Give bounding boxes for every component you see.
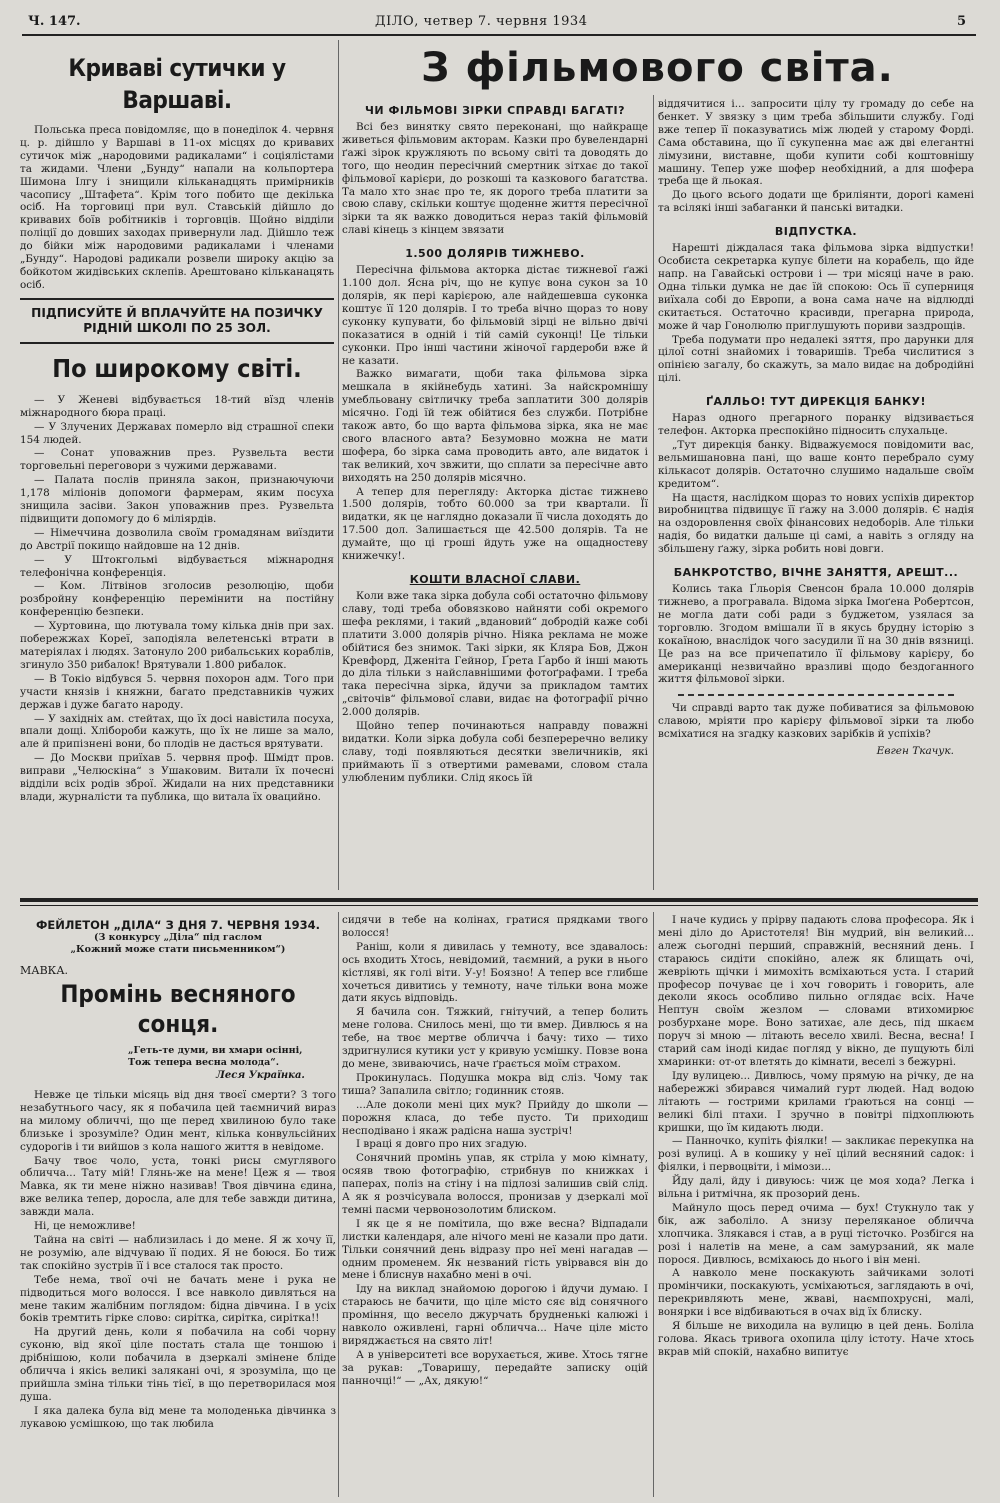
feuilleton-paragraph: На другий день, коли я побачила на собі чорну суконю, від якої ціле постать стала ще тоншою і дрібнішою, коли побачила в дзеркалі змінене бліде обличча і якісь великі залякані очі, я зрозуміла, що це прийшла зміна тільки тінь тієї, в що перетворилася моя душа. <box>20 1326 336 1403</box>
epigraph-line1: „Геть-те думи, ви хмари осінні, <box>128 1045 303 1056</box>
section-rule-thick <box>20 898 978 902</box>
film-jewels: До цього всього додати ще бриліянти, дорогі камені та всілякі інші забаганки й панські витадки. <box>658 189 974 215</box>
feuilleton-paragraph: Ні, це неможливе! <box>34 1220 136 1233</box>
film-salary-p3: А тепер для перегляду: Акторка дістає тижнево 1.500 долярів, тобто 60.000 за три квартали. Її видатки, як це наглядно доказали її числа доходять до 17.500 дол. Залишається ще 42.500 долярів. Та не думайте, що ці гроші йдуть уже на ощадностеву книжечку!. <box>342 485 648 563</box>
feuilleton-paragraph: Бачу твоє чоло, уста, тонкі рисы смуглявого обличча... Тату мій! Глянь-же на мене! Цеж я — твоя Мавка, як ти мене ніжно називав! Твоя дівчина єдина, вже велика тепер, доросла, але для тебе завжди дитина, завжди мала. <box>20 1154 336 1219</box>
film-column-1 <box>342 98 648 893</box>
film-salary-p2: Важко вимагати, щоби така фільмова зірка мешкала в якійнебудь хатині. За найскромнішу умебльовану світличку треба заплатити 300 долярів місячно. Годі їй теж обійтися без служби. Потрібне також авто, бо що варта фільмова зірка, яка не має свого власного авта? Безумовно можна не мати шофера, бо зірка сама проводить авто, але видаток і так великий, хоч звжити, що сплати за пересічне авто виходять на 250 долярів місячно. <box>342 368 648 484</box>
film-fame-p2: Щойно тепер починаються направду поважні видатки. Коли зірка добула собі безпереречно велику славу, тоді появляються десятки звеличників, які приймають її з отвертими рамевами, словом стала улюбленим публики. Слід якось їй <box>342 720 648 784</box>
film-bank-p1: Нараз одного прегарного поранку відзивається телефон. Акторка преспокійно підносить слухальце. <box>658 412 974 438</box>
feuilleton-paragraph: Тайна на світі — наблизилась і до мене. Я ж хочу її, не розумію, але відчуваю її подих. Я не боюся. Бо тиж так спокійно зустрів її і все сталося так просто. <box>20 1233 336 1272</box>
world-news-list <box>20 394 334 804</box>
world-news-item: — У західніх ам. стейтах, що їх досі навістила посуха, впали дощі. Хлібороби кажуть, що їх не лише за мало, але й припізнені вони, бо плодів не дасться врятувати. <box>20 712 334 751</box>
feuilleton-paragraph: Іду на виклад знайомою дорогою і йдучи думаю. І стараюсь не бачити, що ціле місто сяє від сонячного проміння, що весело джурчать брудненькі калюжі і навколо оживлені, гарні обличча... Наче ціле місто виряджається на свято літ! <box>342 1283 648 1347</box>
feuilleton-paragraph: Раніш, коли я дивилась у темноту, все здавалось: ось входить Хтось, невідомий, таємний, а руки в нього кістляві, як голі віти. У-у! Боязно! А тепер все глибше хочеться дивитись у темноту, наче тільки вона може дати якусь відповідь. <box>342 940 648 1005</box>
film-salary-p1: Пересічна фільмова акторка дістає тижневої ґажі 1.100 дол. Ясна річ, що не купує вона сукон за 10 долярів, як пері карієрою, але найдешевша суконка коштує її 120 долярів. І то треба вічно щораз то нову суконку купувати, бо фільмовій зірці не вільно двічі показатися в одній і тій самій суконці! Це тільки суконки. Про інші частини жіночої гардероби вже й не казати. <box>342 264 648 367</box>
appeal-rule-bottom <box>20 342 334 344</box>
epigraph-author: Леся Українка. <box>216 1070 305 1081</box>
film-continuation: віддячитися і... запросити цілу ту громаду до себе на бенкет. У звязку з цим треба збільшити службу. Годі вже тепер її показуватись між людей у старому Форді. Сама обставина, що її сукупенна має аж дві елегантні лімузини, виставне, щоби купити собі коштовнішу машину. Тепер уже шофер необхідний, а для шофера треба ще й льокая. <box>658 98 974 188</box>
masthead: ДІЛО, четвер 7. червня 1934 <box>375 14 588 29</box>
film-column-2 <box>658 98 974 893</box>
film-dash-rule <box>678 694 954 696</box>
feuilleton-paragraph: Прокинулась. Подушка мокра від сліз. Чому так тиша? Запалила світло; годинник стояв. <box>342 1071 648 1097</box>
world-news-item: — У Женеві відбувається 18-тий вїзд членів міжнародного бюра праці. <box>20 393 334 419</box>
feuilleton-paragraph: І наче кудись у прірву падають слова професора. Як і мені діло до Аристотеля! Він мудрий, він великий... алеж сьогодні перший, справжній, весняний день. І стараюсь сидіти спокійно, алеж як блищать очі, жевріють щічки і мимохіть всміхаються уста. І старий професор почуває це і хоч говорить і говорить, але деколи якось особливо пильно оглядає всіх. Наче Нептун своїм жезлом — словами втихомирює розбурхане море. Воно затихає, але десь, під шкаєм поруч зі мною — літають весело хвилі. Весна, весна! І старий сам іноді кидає погляд у вікно, де пущують білі хмаринки: от-от влетять до кімнати, веселі з бежурні. <box>658 914 974 1068</box>
world-news-item: — Німеччина дозволила своїм громадянам виїздити до Австрії покищо найдовше на 12 днів. <box>20 526 334 552</box>
world-news-item: — Сонат уповажнив през. Рузвельта вести торговельні переговори з чужими державами. <box>20 447 334 473</box>
film-author: Евген Ткачук. <box>876 745 954 758</box>
feuilleton-paragraph: І яка далека була від мене та молоденька дівчинка з лукавою усмішкою, що так любила <box>20 1404 336 1430</box>
feuilleton-contest: (З конкурсу „Діла“ під гаслом <box>94 932 262 943</box>
world-news-item: — Хуртовина, що лютувала тому кілька днів при зах. побережжах Кореї, заподіяла велетенські втрати в матеріялах і людях. Затонуло 200 рибальських кораблів, згинуло 350 рибалок! Врятували 1.800 рибалок. <box>20 620 334 671</box>
film-intro-text: Всі без винятку свято переконані, що найкраще живеться фільмовим акторам. Казки про бувелендарні ґажі зірок кружляють по всьому світі та доводять до того, що неодин пересічний смертник зітхає до такої фільмової карієри, до розкоші та казкового багатства. Та мало хто знає про те, як дорого треба платити за свою славу, скільки коштує щоденне життя пересічної зірки та як важко доводиться нераз такій фільмовій славі кінець з кінцем звязати <box>342 121 648 237</box>
world-news-item: — У Штокгольмі відбувається міжнародня телефонічна конференція. <box>20 553 334 579</box>
left-column <box>20 40 334 895</box>
film-bank-p2: „Тут дирекція банку. Відважуємося повідомити вас, вельмишановна пані, що ваше конто перебрало суму кількасот долярів. Остаточно слушимо надальше своїм кредитом“. <box>658 438 974 490</box>
warsaw-text: Польська преса повідомляє, що в понеділок 4. червня ц. р. дійшло у Варшаві в 11-ох місцях до кривавих сутичок між „народовими радикалами“ і соціялістами та жидами. Члени „Бунду“ напали на кольпортера Шимона Ілгу і знищили кільканадцять примірників часопису „Штафета“. Крім того побито ще декілька осіб. На торговиці при вул. Ставській дійшло до кривавих боїв робітників і торговців. Щойно відділи поліції до довших заходах привернули лад. Дійшло теж до бійки між народовими радикалами і членами „Бунду“. Народові радикали розвели широку акцію за бойкотом жидівських склепів. Арештовано кільканацять осіб. <box>20 124 334 291</box>
appeal-box: ПІДПИСУЙТЕ Й ВПЛАЧУЙТЕ НА ПОЗИЧКУ РІДНІЙ ШКОЛІ ПО 25 ЗОЛ. <box>31 305 323 335</box>
feuilleton-paragraph: І враці я довго про них згадую. <box>356 1138 528 1151</box>
film-bankruptcy-text: Колись така Ґльорія Свенсон брала 10.000 долярів тижнево, а програвала. Відома зірка Імоґена Робертсон, не могла дати собі ради з буджетом, узялася за торговлю. Згодом вмішали її в якусь брудну історію з кокаїною, внаслідок чого засудили її на 30 днів вязниці. Це раз на все причепатило її фільмову карієру, бо американці незвичайно вразливі щодо бездоганного життя фільмової зірки. <box>658 583 974 686</box>
feuilleton-motto: „Кожний може стати письменником“) <box>70 944 286 955</box>
film-bank-p3: На щастя, наслідком щораз то нових успіхів директор виробництва підвищує її ґажу на 3.000 долярів. Є надія на оздоровлення своїх фінансових недоборів. Але тільки надія, бо видатки дальше ці самі, а навіть з огляду на збільшену ґажу, зірка робить нові довги. <box>658 491 974 556</box>
film-vacation-p2: Треба подумати про недалекі зяття, про дарунки для цілої сотні знайомих і товаришів. Треба числитися з опінією загалу, бо скажуть, за мало видає на добродійні цілі. <box>658 333 974 385</box>
feuilleton-author: МАВКА. <box>20 964 69 977</box>
film-heading-salary: 1.500 ДОЛЯРІВ ТИЖНЕВО. <box>405 247 585 261</box>
feuilleton-paragraph: — Панночко, купіть фіялки! — закликає перекупка на розі вулиці. А в кошику у неї цілий весняний садок: і фіялки, і первоцвіти, і мімози... <box>658 1135 974 1174</box>
feuilleton-text-3 <box>658 914 974 1359</box>
col-divider-1 <box>338 40 339 890</box>
appeal-rule <box>20 298 334 300</box>
section-rule-thin <box>20 905 978 906</box>
epigraph-line2: Тож тепера весна молода“. <box>128 1057 280 1068</box>
film-heading-bank: ҐАЛЛЬО! ТУТ ДИРЕКЦІЯ БАНКУ! <box>706 395 926 409</box>
world-news-item: — Ком. Літвінов зголосив резолюцію, щоби розбройну конференцію перемінити на постійну конференцію безпеки. <box>20 580 334 619</box>
feuilleton-paragraph: ...Але доколи мені цих мук? Прийду до школи — порожня класа, до тебе пусто. Ти приходиш несподівано і якаж радісна наша зустріч! <box>342 1098 648 1137</box>
feuilleton-paragraph: сидячи в тебе на колінах, гратися прядками твого волосся! <box>342 914 648 939</box>
feuilleton-paragraph: Сонячний промінь упав, як стріла у мою кімнату, осяяв твою фотографію, стрибнув по книжках і паперах, поліз на стіну і на підлозі залишив свій слід. А як я розчісувала волосся, пронизав у дзеркалі мої темні пасми червонозолотим блиском. <box>342 1152 648 1216</box>
feuilleton-paragraph: Йду далі, йду і дивуюсь: чиж це моя хода? Легка і вільна і ритмічна, як прозорий день. <box>658 1175 974 1201</box>
header-rule <box>22 34 976 36</box>
world-news-item: — В Токіо відбувся 5. червня похорон адм. Того при участи князів і княжни, багато представників чужих держав і дуже багато народу. <box>20 672 334 711</box>
feuilleton-paragraph: Невже це тільки місяць від дня твоєї смерти? З того незабутнього часу, як я побачила цей таємничий вираз на милому обличчі, що ще перед хвилиною було таке близьке і зрозуміле? Один мент, кілька конвульсійних судорогів і ти вийшов з кола нашого життя в невідоме. <box>20 1089 336 1153</box>
feuilleton-paragraph: А навколо мене поскакують зайчиками золоті промінчики, поскакують, усміхаються, заглядають в очі, перекривляють мене, жваві, наємпохрусні, малі, вонярки і все відбиваються в очах від їх блиску. <box>658 1267 974 1319</box>
feuilleton-header: ФЕЙЛЕТОН „ДІЛА“ З ДНЯ 7. ЧЕРВНЯ 1934. <box>35 918 321 932</box>
feuilleton-column-1 <box>20 912 336 1500</box>
warsaw-title: Криваві сутички у Варшаві. <box>68 54 286 114</box>
film-heading-rich: ЧИ ФІЛЬМОВІ ЗІРКИ СПРАВДІ БАГАТІ? <box>365 104 625 117</box>
film-vacation-p1: Нарешті діждалася така фільмова зірка відпустки! Особиста секретарка купує білети на корабель, що йде напр. на Гавайські острови і — три місяці наче в раю. Одна тільки думка не дає їй спокою: Ось її суперниця виїхала собі до Европи, а вона сама наче на відлюдді скитається. Остаточно красивди, прегарна природа, може й чар Гонолюлю приглушують пориви заздрощів. <box>658 242 974 332</box>
page-number: 5 <box>957 14 967 29</box>
col-divider-3 <box>338 912 339 1497</box>
feuilleton-paragraph: Я більше не виходила на вулицю в цей день. Боліла голова. Якась тривога охопила цілу істоту. Наче хтось вкрав мій спокій, нахабно випитує <box>658 1320 974 1358</box>
film-heading-vacation: ВІДПУСТКА. <box>774 225 858 239</box>
film-fame-p1: Коли вже така зірка добула собі остаточно фільмову славу, тоді треба обовязково найняти собі окремого шефа реклями, і такий „вдановий“ добродій каже собі платити 3.000 долярів річно. Ніяка реклама не може обійтися без знимок. Такі зірки, як Кляра Бов, Джон Кревфорд, Дженіта Гейнор, Ґрета Ґарбо й інші мають до діла тільки з найславнішими фотоґрафами. І треба така пересічна зірка, йдучи за прикладом тамтих „світочів“ фільмової слави, видає на фотографії річно 2.000 долярів. <box>342 590 648 719</box>
feuilleton-paragraph: Майнуло щось перед очима — бух! Стукнуло так у бік, аж заболіло. А знизу переляканое обличча хлопчика. Злякався і став, а в руці тісточко. Розбігся на розі і налетів на мене, а сам замурзаний, як мале порося. Дивлюсь, всміхаюсь до нього і він мені. <box>658 1201 974 1266</box>
world-title: По широкому світі. <box>52 353 302 383</box>
film-final-text: Чи справді варто так дуже побиватися за фільмовою славою, мріяти про карієру фільмової зірки та любо всміхатися на згадку казкових зарібків й успіхів? <box>658 702 974 741</box>
feuilleton-paragraph: І як це я не помітила, що вже весна? Відпадали листки календаря, але нічого мені не казали про дати. Тільки сонячний день відразу про неї мені нагадав — одним променем. Як незваний гість увірвався він до мене і блиснув нахабно мені в очі. <box>342 1217 648 1282</box>
feuilleton-column-3 <box>658 914 974 1500</box>
film-heading-fame: КОШТИ ВЛАСНОЇ СЛАВИ. <box>409 573 581 586</box>
feuilleton-paragraph: Іду вулицею... Дивлюсь, чому прямую на річку, де на набережжі збирався чималий гурт людей. Над водою літають — гострими крилами ґраються на сонці — великі білі птахи. І зручно в повітрі підхоплюють кришки, що їм кидають люди. <box>658 1069 974 1134</box>
col-divider-2 <box>653 95 654 890</box>
film-title: З фільмового світа. <box>421 45 894 91</box>
world-news-item: — До Москви приїхав 5. червня проф. Шмідт пров. виправи „Челюскіна“ з Ушаковим. Витали їх почесні відділи всіх родів зброї. Жидали на них представники влади, журналісти та публика, що витала їх овацийно. <box>20 752 334 803</box>
col-divider-4 <box>653 912 654 1497</box>
world-news-item: — Палата послів приняла закон, признаючуючи 1,178 міліонів допомоги фармерам, яким посуха знищила засіви. Закон уповажнив през. Рузвельта підвищити допомогу до 6 міліярдів. <box>20 474 334 525</box>
feuilleton-text-1 <box>20 1089 336 1431</box>
world-news-item: — У Злучених Державах померло від страшної спеки 154 людей. <box>20 420 334 446</box>
issue-number: Ч. 147. <box>28 14 81 29</box>
feuilleton-text-2 <box>342 914 648 1388</box>
feuilleton-paragraph: Я бачила сон. Тяжкий, гнітучий, а тепер болить мене голова. Снилось мені, що ти вмер. Дивлюсь я на тебе, на твоє мертве обличча і бачу: тихо — тихо здригнулися кутики уст у кривую усмішку. Повзе вона до мене, звиваючись, наче ґрається моїм страхом. <box>342 1006 648 1070</box>
feuilleton-column-2 <box>342 914 648 1500</box>
feuilleton-paragraph: А в університеті все ворухається, живе. Хтось тягне за рукав: „Товаришу, передайте записку оцій панночці!“ — „Ах, дякую!“ <box>342 1348 648 1387</box>
feuilleton-paragraph: Тебе нема, твої очі не бачать мене і рука не підводиться мого волосся. І все навколо дивляться на мене таким жалібним поглядом: бідна дівчина. І в усіх боків тремтить гірке слово: сирітка, сирітка, сирітка!! <box>20 1273 336 1325</box>
film-heading-bankruptcy: БАНКРОТСТВО, ВІЧНЕ ЗАНЯТТЯ, АРЕШТ... <box>673 566 959 580</box>
feuilleton-title: Промінь весняного сонця. <box>60 980 296 1038</box>
